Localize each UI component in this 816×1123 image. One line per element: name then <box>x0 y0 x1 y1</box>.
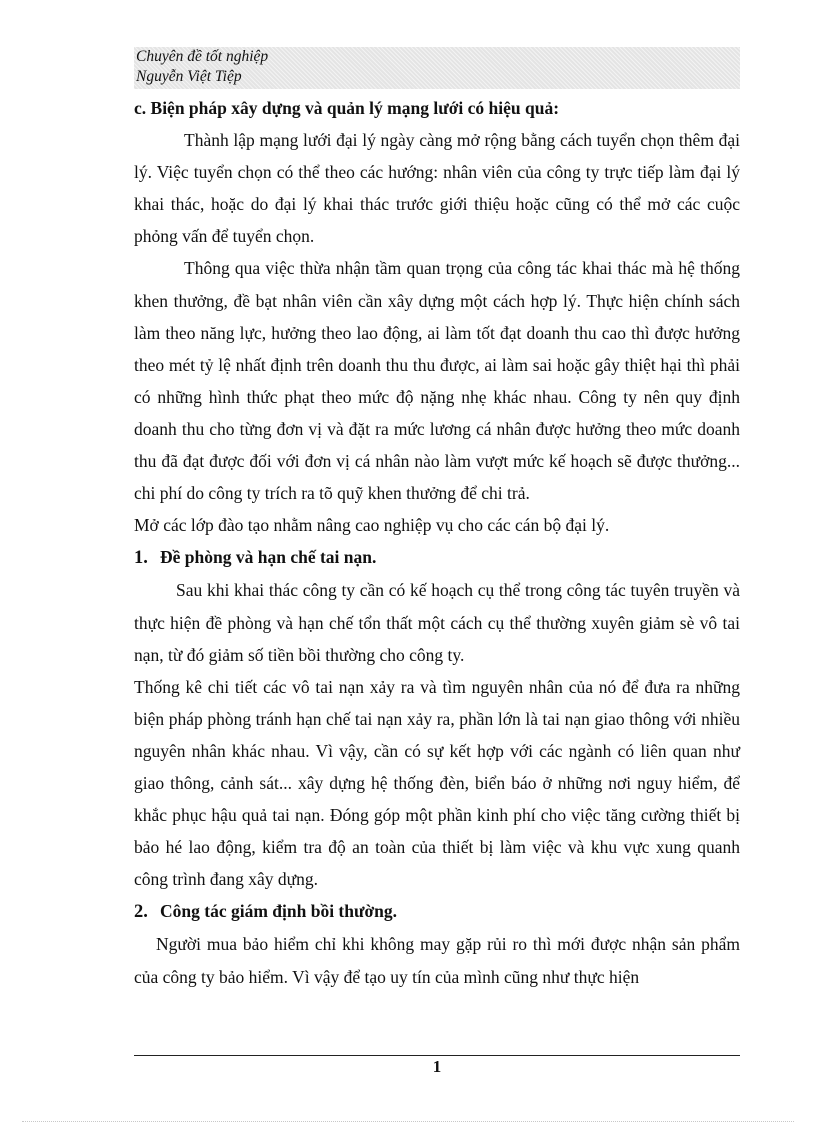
document-body <box>134 92 740 993</box>
header-author-name: Nguyễn Việt Tiệp <box>136 68 242 85</box>
section-2-heading <box>134 895 740 928</box>
section-1-number: 1. <box>134 548 148 569</box>
paragraph-recruit-agents: Thành lập mạng lưới đại lý ngày càng mở rộng bằng cách tuyển chọn thêm đại lý. Việc tuyển chọn có thể theo các hướng: nhân viên của công ty trực tiếp làm đại lý khai thác, hoặc do đại lý khai thác trước giới thiệu hoặc cũng có thể mở các cuộc phỏng vấn để tuyển chọn. <box>134 130 740 247</box>
page-header <box>134 47 740 89</box>
section-2-number: 2. <box>134 902 148 923</box>
section-1-heading <box>134 541 740 574</box>
header-document-type: Chuyên đề tốt nghiệp <box>136 48 269 65</box>
paragraph-claims-assessment: Người mua bảo hiểm chỉ khi không may gặp rủi ro thì mới được nhận sản phẩm của công ty bảo hiểm. Vì vậy để tạo uy tín của mình cũng như thực hiện <box>134 934 740 987</box>
section-1-title: Đề phòng và hạn chế tai nạn. <box>160 547 377 568</box>
page-bottom-edge <box>22 1121 794 1122</box>
paragraph-prevention-plan: Sau khi khai thác công ty cần có kế hoạch cụ thể trong công tác tuyên truyền và thực hiện đề phòng và hạn chế tổn thất một cách cụ thể thường xuyên giảm sè vô tai nạn, từ đó giảm số tiền bồi thường cho công ty. <box>134 580 740 665</box>
section-2-title: Công tác giám định bồi thường. <box>160 901 398 922</box>
paragraph-reward-system: Thông qua việc thừa nhận tầm quan trọng của công tác khai thác mà hệ thống khen thưởng, đề bạt nhân viên cần xây dựng một cách hợp lý. Thực hiện chính sách làm theo năng lực, hưởng theo lao động, ai làm tốt đạt doanh thu cao thì được hưởng theo mét tỷ lệ nhất định trên doanh thu thu được, ai làm sai hoặc gây thiệt hại thì phải có những hình thức phạt theo mức độ nặng nhẹ khác nhau. Công ty nên quy định doanh thu cho từng đơn vị và đặt ra mức lương cá nhân được hưởng theo mức doanh thu đã đạt được đối với đơn vị cá nhân nào làm vượt mức kế hoạch sẽ được thưởng... chi phí do công ty trích ra tõ quỹ khen thưởng để chi trả. <box>134 258 740 504</box>
section-c-heading: c. Biện pháp xây dựng và quản lý mạng lưới có hiệu quả: <box>134 98 560 118</box>
footer-divider <box>134 1055 740 1056</box>
paragraph-accident-statistics: Thống kê chi tiết các vô tai nạn xảy ra và tìm nguyên nhân của nó để đưa ra những biện pháp phòng tránh hạn chế tai nạn xảy ra, phần lớn là tai nạn giao thông với nhiều nguyên nhân khác nhau. Vì vậy, cần có sự kết hợp với các ngành có liên quan như giao thông, cảnh sát... xây dựng hệ thống đèn, biển báo ở những nơi nguy hiểm, để khắc phục hậu quả tai nạn. Đóng góp một phần kinh phí cho việc tăng cường thiết bị bảo hé lao động, kiểm tra độ an toàn của thiết bị làm việc và khu vực xung quanh công trình đang xây dựng. <box>134 676 740 890</box>
paragraph-training: Mở các lớp đào tạo nhằm nâng cao nghiệp vụ cho các cán bộ đại lý. <box>134 515 610 536</box>
page-number: 1 <box>432 1057 442 1076</box>
